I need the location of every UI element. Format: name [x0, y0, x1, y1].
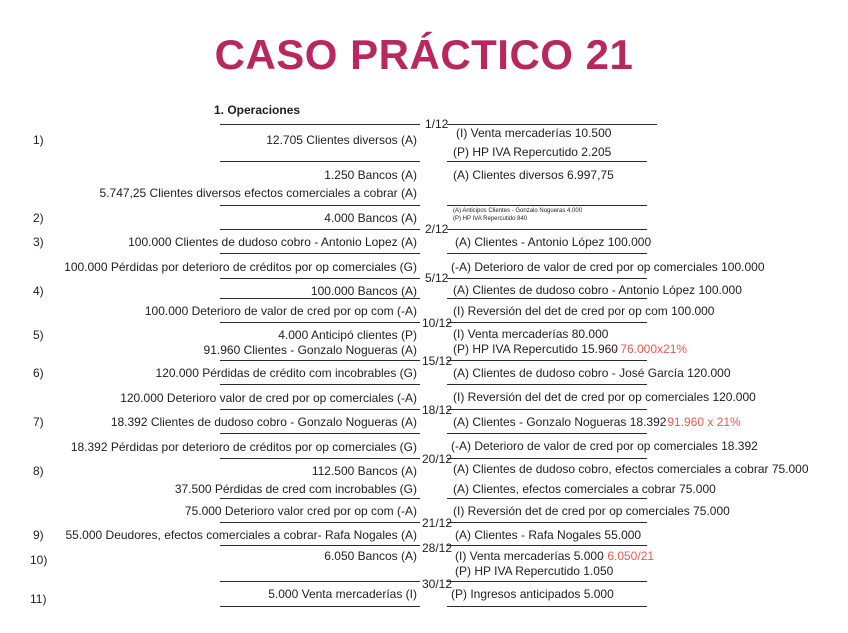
journal-rule — [220, 253, 420, 254]
debit-line: 100.000 Pérdidas por deterioro de créditos por op comerciales (G) — [64, 260, 417, 274]
journal-rule — [447, 581, 647, 582]
credit-line: (A) Clientes diversos 6.997,75 — [453, 168, 614, 182]
journal-rule — [220, 522, 420, 523]
debit-line: 4.000 Bancos (A) — [324, 211, 417, 225]
entry-date: 20/12 — [422, 452, 453, 466]
journal-rule — [447, 498, 647, 499]
journal-rule — [220, 161, 420, 162]
entry-number: 9) — [33, 528, 44, 542]
journal-rule — [447, 229, 647, 230]
credit-line: (A) Clientes - Antonio López 100.000 — [455, 235, 652, 249]
journal-rule — [220, 360, 420, 361]
page-title: CASO PRÁCTICO 21 — [214, 31, 634, 78]
journal-rule — [447, 298, 647, 299]
entry-date: 15/12 — [422, 354, 453, 368]
journal-rule — [220, 124, 420, 125]
journal-rule — [447, 278, 647, 279]
entry-date: 1/12 — [425, 117, 449, 131]
credit-line: (P) HP IVA Repercutido 1.050 — [455, 564, 614, 578]
debit-line: 4.000 Anticipó clientes (P) — [278, 328, 417, 342]
debit-line: 18.392 Clientes de dudoso cobro - Gonzalo Nogueras (A) — [110, 415, 417, 429]
debit-line: 75.000 Deterioro valor cred por op com (-A) — [184, 504, 417, 518]
journal-rule — [220, 298, 420, 299]
credit-line: (I) Venta mercaderías 5.000 — [455, 549, 604, 563]
credit-line: (I) Reversión del det de cred por op comerciales 120.000 — [453, 390, 756, 404]
journal-rule — [447, 322, 647, 323]
journal-rule — [220, 409, 420, 410]
journal-rule — [220, 278, 420, 279]
entry-date: 2/12 — [425, 222, 449, 236]
credit-line: (-A) Deterioro de valor de cred por op comerciales 100.000 — [451, 260, 765, 274]
journal-rule — [447, 458, 647, 459]
journal-rule — [220, 205, 420, 206]
credit-line: (A) Clientes - Rafa Nogales 55.000 — [455, 528, 642, 542]
debit-line: 100.000 Bancos (A) — [310, 284, 417, 298]
journal-rule — [447, 205, 647, 206]
journal-rule — [220, 229, 420, 230]
entry-number: 10) — [30, 553, 48, 567]
credit-line: (P) HP IVA Repercutido 840 — [453, 216, 528, 222]
credit-line: (A) Clientes, efectos comerciales a cobrar 75.000 — [453, 482, 716, 496]
calc-note: - 6.050/21 — [600, 549, 655, 563]
journal-rule — [220, 581, 420, 582]
credit-line: (A) Clientes - Gonzalo Nogueras 18.392 — [453, 415, 667, 429]
debit-line: 37.500 Pérdidas de cred com incrobables (G) — [174, 482, 417, 496]
debit-line: 18.392 Pérdidas por deterioro de créditos por op comerciales (G) — [70, 440, 417, 454]
journal-rule — [220, 458, 420, 459]
debit-line: 12.705 Clientes diversos (A) — [266, 133, 417, 147]
entry-date: 21/12 — [422, 516, 453, 530]
journal-rule — [447, 522, 647, 523]
entry-date: 30/12 — [422, 577, 453, 591]
section-heading: 1. Operaciones — [214, 103, 301, 117]
debit-line: 5.747,25 Clientes diversos efectos comerciales a cobrar (A) — [99, 186, 417, 200]
entry-number: 7) — [33, 415, 44, 429]
entry-date: 5/12 — [425, 271, 449, 285]
journal-rule — [447, 161, 647, 162]
journal-rule — [447, 384, 647, 385]
debit-line: 100.000 Clientes de dudoso cobro - Antonio Lopez (A) — [128, 235, 417, 249]
journal-rule — [447, 360, 647, 361]
credit-line: (I) Venta mercaderías 80.000 — [453, 327, 609, 341]
credit-line: (I) Venta mercaderías 10.500 — [456, 126, 612, 140]
credit-line: (A) Clientes de dudoso cobro - José García 120.000 — [453, 366, 731, 380]
entry-date: 28/12 — [422, 541, 453, 555]
debit-line: 5.000 Venta mercaderías (I) — [268, 587, 417, 601]
journal-rule — [220, 545, 420, 546]
calc-note: - 91.960 x 21% — [660, 415, 741, 429]
journal-rule — [220, 498, 420, 499]
journal-rule — [447, 124, 657, 125]
credit-line: (P) Ingresos anticipados 5.000 — [451, 587, 614, 601]
credit-line: (P) HP IVA Repercutido 2.205 — [453, 145, 612, 159]
credit-line: (A) Anticipos Clientes - Gonzalo Nogueras 4.000 — [453, 208, 583, 214]
entry-number: 8) — [33, 464, 44, 478]
journal-rule — [447, 253, 647, 254]
entry-number: 5) — [33, 328, 44, 342]
debit-line: 100.000 Deterioro de valor de cred por op com (-A) — [144, 304, 417, 318]
journal-rule — [447, 409, 647, 410]
debit-line: 120.000 Pérdidas de crédito com incobrables (G) — [155, 366, 417, 380]
credit-line: (P) HP IVA Repercutido 15.960 — [453, 342, 618, 356]
credit-line: (I) Reversión det de cred por op comerciales 75.000 — [453, 504, 730, 518]
calc-note: - 76.000x21% — [613, 342, 688, 356]
journal-rule — [220, 433, 420, 434]
debit-line: 6.050 Bancos (A) — [324, 549, 417, 563]
journal-rule — [447, 545, 647, 546]
entry-number: 4) — [33, 284, 44, 298]
debit-line: 112.500 Bancos (A) — [311, 464, 417, 478]
credit-line: (-A) Deterioro de valor de cred por op comerciales 18.392 — [451, 439, 758, 453]
entry-number: 11) — [30, 592, 47, 606]
debit-line: 91.960 Clientes - Gonzalo Nogueras (A) — [203, 343, 417, 357]
entry-date: 10/12 — [422, 316, 453, 330]
entry-number: 1) — [33, 133, 44, 147]
entry-date: 18/12 — [422, 403, 453, 417]
journal-rule — [220, 606, 420, 607]
debit-line: 120.000 Deterioro valor de cred por op comerciales (-A) — [120, 391, 417, 405]
entry-number: 6) — [33, 366, 44, 380]
entry-number: 2) — [33, 211, 44, 225]
debit-line: 55.000 Deudores, efectos comerciales a cobrar- Rafa Nogales (A) — [65, 528, 417, 542]
credit-line: (I) Reversión del det de cred por op com 100.000 — [453, 304, 715, 318]
journal-rule — [447, 606, 647, 607]
debit-line: 1.250 Bancos (A) — [324, 168, 417, 182]
journal-rule — [447, 433, 647, 434]
journal-rule — [220, 322, 420, 323]
credit-line: (A) Clientes de dudoso cobro - Antonio López 100.000 — [453, 283, 742, 297]
credit-line: (A) Clientes de dudoso cobro, efectos comerciales a cobrar 75.000 — [453, 462, 809, 476]
journal-rule — [220, 384, 420, 385]
entry-number: 3) — [33, 235, 44, 249]
